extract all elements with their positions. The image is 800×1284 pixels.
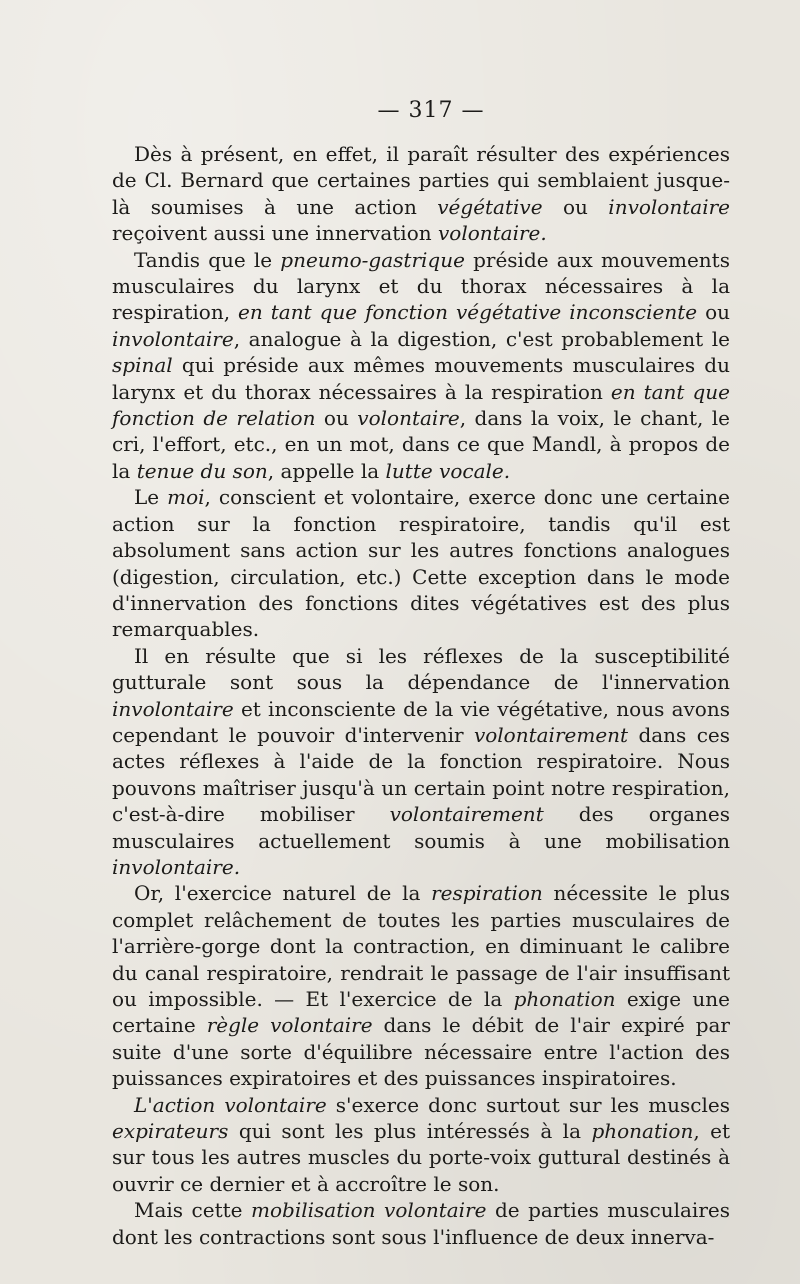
paragraph xyxy=(112,1197,730,1250)
italic-run: involontaire. xyxy=(112,854,241,879)
paragraph xyxy=(112,247,730,485)
text-run: et inconsciente de la vie végétative, nous avons cependant le pouvoir d'intervenir xyxy=(112,696,730,747)
italic-run: phonation xyxy=(591,1119,694,1144)
text-run: ou xyxy=(697,300,731,325)
italic-run: règle volontaire xyxy=(206,1013,373,1038)
italic-run: végétative xyxy=(437,194,543,219)
italic-run: moi xyxy=(167,485,205,510)
text-run: , et sur tous les autres muscles du porte-voix guttural destinés à ouvrir ce dernier et à accroître le son. xyxy=(112,1119,730,1196)
paragraph xyxy=(112,1092,730,1198)
italic-run: expirateurs xyxy=(112,1119,229,1144)
italic-run: en tant que fonction de relation xyxy=(112,379,730,431)
italic-run: pneumo-gastrique xyxy=(280,247,465,272)
text-run: reçoivent aussi une innervation xyxy=(112,221,438,246)
paragraph xyxy=(112,484,730,642)
italic-run: en tant que fonction végétative inconsciente xyxy=(238,300,698,325)
italic-run: volontaire. xyxy=(437,221,547,246)
italic-run: volontairement xyxy=(389,802,544,827)
italic-run: lutte vocale. xyxy=(385,458,511,483)
italic-run: respiration xyxy=(431,881,543,906)
text-run: Il en résulte que si les réflexes de la susceptibilité gutturale sont sous la dépendance de l'innervation xyxy=(112,643,730,695)
text-run: des organes musculaires actuellement soumis à une mobilisation xyxy=(112,802,730,853)
text-run: Le xyxy=(134,485,168,510)
text-run: s'exerce donc surtout sur les muscles xyxy=(326,1092,731,1117)
text-run: Tandis que le xyxy=(134,247,281,272)
italic-run: involontaire xyxy=(112,326,234,351)
text-run: , conscient et volontaire, exerce donc une certaine action sur la fonction respiratoire, tandis qu'il est absolument sans action sur les autres fonctions analogues (digestion, circulation, etc.) Cette exception dans le mode d'innervation des fonctions dites végétatives est des plus remarquables. xyxy=(112,485,730,642)
text-run: ou xyxy=(315,406,358,431)
italic-run: phonation xyxy=(513,987,616,1011)
text-run: de parties musculaires dont les contractions sont sous l'influence de deux innerva- xyxy=(112,1198,730,1249)
page-number: — 317 — xyxy=(377,98,485,123)
italic-run: volontairement xyxy=(473,722,629,747)
italic-run: L'action volontaire xyxy=(134,1092,327,1117)
italic-run: involontaire xyxy=(112,696,234,721)
text-run: qui sont les plus intéressés à la xyxy=(228,1119,592,1144)
paragraph xyxy=(112,643,730,881)
italic-run: involontaire xyxy=(608,194,730,219)
italic-run: mobilisation volontaire xyxy=(251,1198,487,1223)
text-run: Dès à présent, en effet, il paraît résulter des expériences de Cl. Bernard que certaines parties qui semblaient jusque-là soumises à une action xyxy=(112,142,730,219)
text-run: Or, l'exercice naturel de la xyxy=(134,881,432,906)
text-run: préside aux mouvements musculaires du larynx et du thorax nécessaires à la respiration, xyxy=(112,247,730,325)
text-run: ou xyxy=(542,194,609,219)
paragraph xyxy=(112,880,730,1091)
text-run: exige une certaine xyxy=(112,987,730,1038)
text-run: , analogue à la digestion, c'est probablement le xyxy=(233,326,730,351)
italic-run: spinal xyxy=(112,353,173,378)
text-run: Mais cette xyxy=(134,1198,252,1223)
paragraph xyxy=(112,141,730,247)
text-run: nécessite le plus complet relâchement de toutes les parties musculaires de l'arrière-gorge dont la contraction, en diminuant le calibre du canal respiratoire, rendrait le passage de l'air insuffisant ou impossible. — Et l'exercice de la xyxy=(112,881,730,1011)
text-run: dans ces actes réflexes à l'aide de la fonction respiratoire. Nous pouvons maîtriser jusqu'à un certain point notre respiration, c'est-à-dire mobiliser xyxy=(112,722,730,827)
text-run: , dans la voix, le chant, le cri, l'effort, etc., en un mot, dans ce que Mandl, à propos de la xyxy=(112,406,731,483)
body-text xyxy=(112,141,730,1250)
text-run: dans le débit de l'air expiré par suite d'une sorte d'équilibre nécessaire entre l'action des puissances expiratoires et des puissances inspiratoires. xyxy=(112,1013,730,1091)
text-run: , appelle la xyxy=(267,458,386,483)
text-run: qui préside aux mêmes mouvements musculaires du larynx et du thorax nécessaires à la respiration xyxy=(112,353,730,404)
italic-run: tenue du son xyxy=(136,458,268,483)
italic-run: volontaire xyxy=(357,406,460,431)
